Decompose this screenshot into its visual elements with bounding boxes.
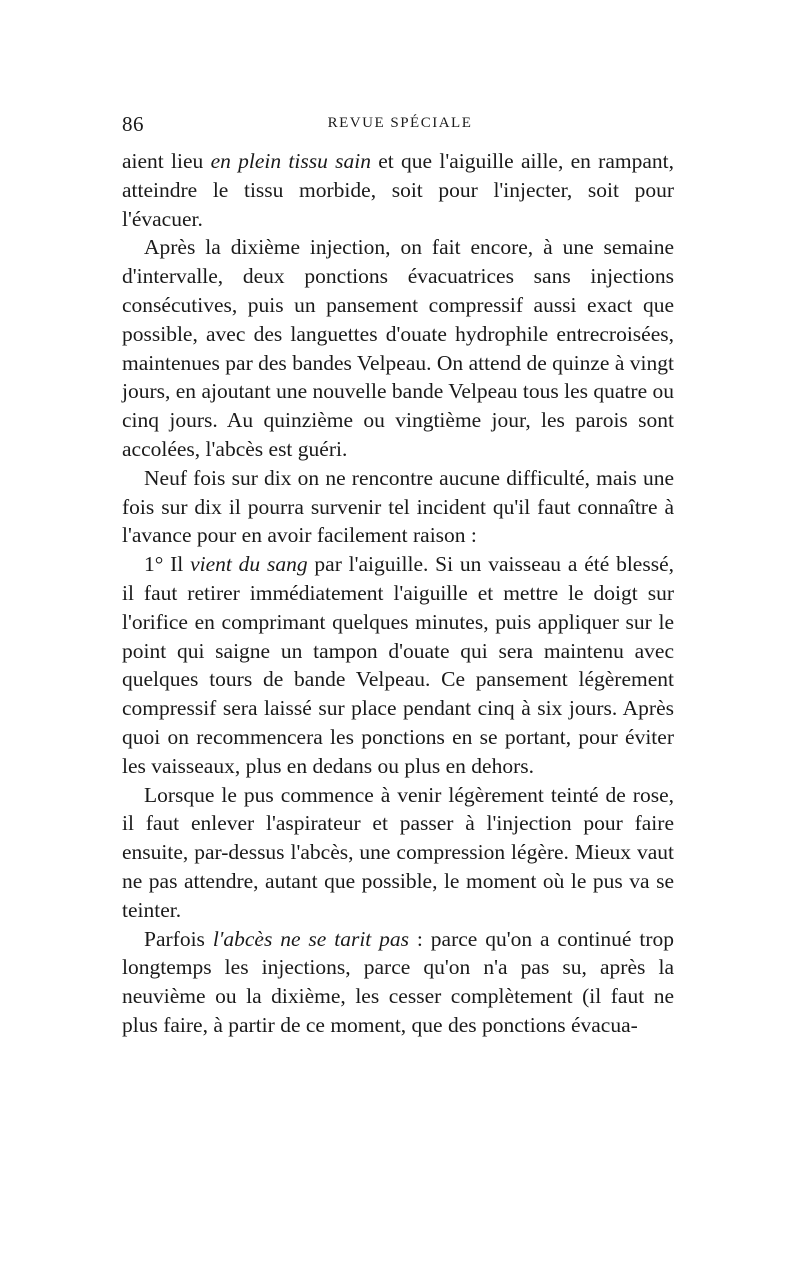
running-head [122, 112, 678, 138]
paragraph-p4 [122, 550, 674, 780]
text-run: : parce qu'on a continué trop longtemps les injections, parce qu'on n'a pas su, après la neuvième ou la dixième, les cesser complètement (il faut ne plus faire, à partir de ce moment, que des ponctions évacua- [122, 926, 674, 1037]
italic-run: l'abcès ne se tarit pas [212, 926, 410, 951]
paragraph-p5 [122, 781, 674, 925]
text-run: Neuf fois sur dix on ne rencontre aucune difficulté, mais une fois sur dix il pourra survenir tel incident qu'il faut connaître à l'avance pour en avoir facilement raison : [122, 465, 674, 548]
page-number: 86 [122, 112, 144, 136]
italic-run: vient du sang [190, 552, 308, 577]
text-run: 1° Il [144, 552, 191, 577]
paragraph-p6 [122, 925, 674, 1040]
text-run: Lorsque le pus commence à venir légèrement teinté de rose, il faut enlever l'aspirateur et passer à l'injection pour faire ensuite, par-dessus l'abcès, une compression légère. Mieux vaut ne pas attendre, autant que possible, le moment où le pus va se teinter. [122, 782, 674, 922]
paragraph-p1 [122, 147, 674, 233]
body-text [122, 147, 674, 1040]
italic-run: en plein tissu sain [210, 149, 371, 173]
text-run: et que l'aiguille aille, en rampant, atteindre le tissu morbide, soit pour l'injecter, soit pour l'évacuer. [122, 149, 674, 231]
paragraph-p2 [122, 233, 674, 463]
text-run: Parfois [144, 926, 213, 951]
text-run: aient lieu [122, 149, 211, 173]
running-title: REVUE SPÉCIALE [327, 115, 473, 131]
text-run: Après la dixième injection, on fait encore, à une semaine d'intervalle, deux ponctions évacuatrices sans injections consécutives, puis un pansement compressif aussi exact que possible, avec des languettes d'ouate hydrophile entrecroisées, maintenues par des bandes Velpeau. On attend de quinze à vingt jours, en ajoutant une nouvelle bande Velpeau tous les quatre ou cinq jours. Au quinzième ou vingtième jour, les parois sont accolées, l'abcès est guéri. [122, 235, 674, 461]
text-run: par l'aiguille. Si un vaisseau a été blessé, il faut retirer immédiatement l'aiguille et mettre le doigt sur l'orifice en comprimant quelques minutes, puis appliquer sur le point qui saigne un tampon d'ouate qui sera maintenu avec quelques tours de bande Velpeau. Ce pansement légèrement compressif sera laissé sur place pendant cinq à six jours. Après quoi on recommencera les ponctions en se portant, pour éviter les vaisseaux, plus en dedans ou plus en dehors. [122, 552, 674, 778]
paragraph-p3 [122, 464, 674, 550]
